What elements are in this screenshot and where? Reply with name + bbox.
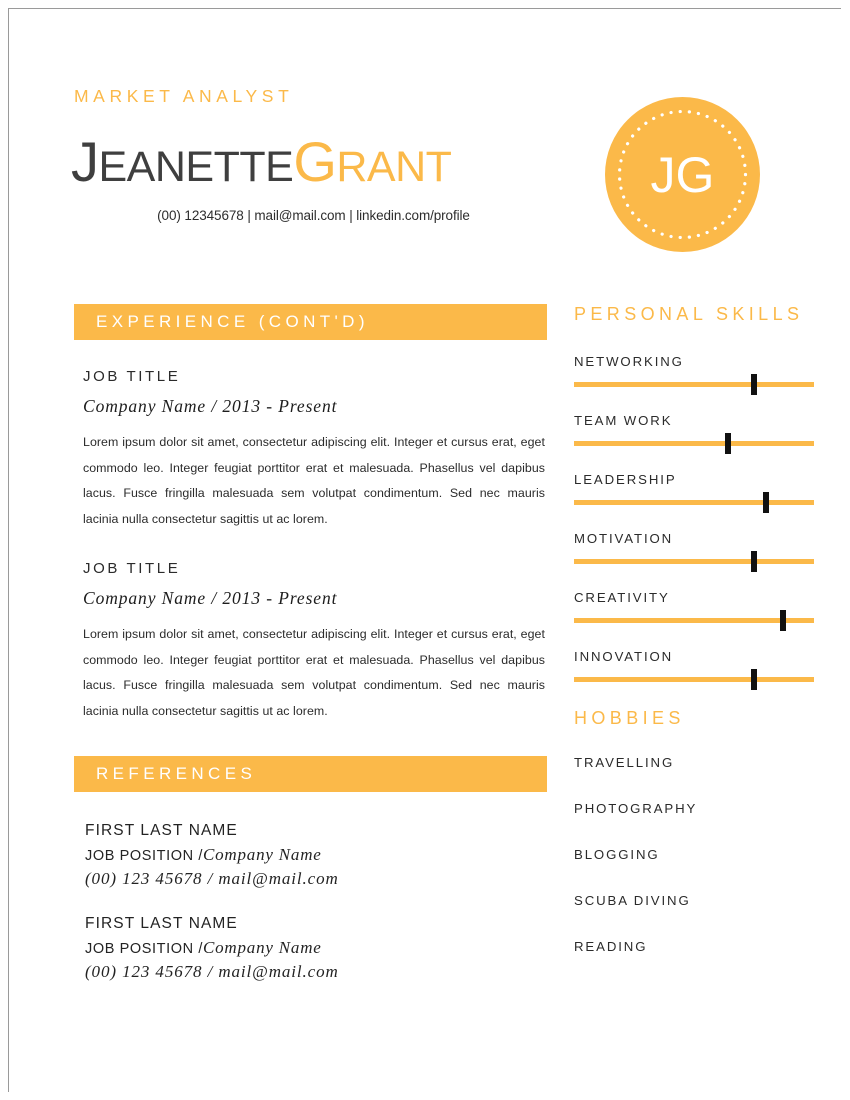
monogram-initials <box>605 97 760 252</box>
skill-level-marker <box>780 610 786 631</box>
reference-position <box>85 845 547 865</box>
reference-company: Company Name <box>202 845 322 864</box>
hobby-item: TRAVELLING <box>574 755 675 770</box>
main-column <box>74 304 547 982</box>
job-description: Lorem ipsum dolor sit amet, consectetur adipiscing elit. Integer et cursus erat, eget commodo leo. Integer feugiat porttitor erat et malesuada. Phasellus vel dapibus lacus. Fusce fringilla malesuada sem volutpat condimentum. Sed nec mauris lacinia nulla consectetur sagittis ut ac lorem. <box>83 435 545 526</box>
reference-position <box>85 938 547 958</box>
full-name <box>71 132 451 197</box>
reference-position-label: JOB POSITION / <box>85 848 203 864</box>
skill-label: MOTIVATION <box>574 531 674 546</box>
skill-item <box>574 649 816 682</box>
skill-item <box>574 413 816 446</box>
hobby-item: READING <box>574 939 648 954</box>
skill-level-marker <box>751 551 757 572</box>
reference-name: FIRST LAST NAME <box>85 822 238 839</box>
resume-page <box>8 8 841 1092</box>
hobby-item: PHOTOGRAPHY <box>574 801 698 816</box>
hobby-item: BLOGGING <box>574 847 660 862</box>
job-title: JOB TITLE <box>83 368 181 385</box>
last-name-rest: RANT <box>336 143 452 191</box>
skill-bar <box>574 677 814 682</box>
reference-name: FIRST LAST NAME <box>85 915 238 932</box>
hobby-item: SCUBA DIVING <box>574 893 691 908</box>
skill-bar <box>574 382 814 387</box>
skill-item <box>574 472 816 505</box>
reference-position-label: JOB POSITION / <box>85 941 203 957</box>
contact-line: (00) 12345678 | mail@mail.com | linkedin.com/profile <box>157 208 470 223</box>
reference-contact: (00) 123 45678 / mail@mail.com <box>85 962 339 981</box>
skill-label: TEAM WORK <box>574 413 673 428</box>
skill-bar <box>574 618 814 623</box>
first-name-initial: J <box>71 130 99 193</box>
skill-level-marker <box>725 433 731 454</box>
skill-label: LEADERSHIP <box>574 472 677 487</box>
job-description: Lorem ipsum dolor sit amet, consectetur adipiscing elit. Integer et cursus erat, eget commodo leo. Integer feugiat porttitor erat et malesuada. Phasellus vel dapibus lacus. Fusce fringilla malesuada sem volutpat condimentum. Sed nec mauris lacinia nulla consectetur sagittis ut ac lorem. <box>83 627 545 718</box>
reference-item <box>74 822 547 889</box>
skill-level-marker <box>751 374 757 395</box>
first-name-rest: EANETTE <box>98 143 294 191</box>
references-section <box>74 756 547 982</box>
experience-item <box>74 560 547 724</box>
skill-label: NETWORKING <box>574 354 684 369</box>
monogram-letter-2: G <box>675 146 715 203</box>
resume-header <box>9 9 841 274</box>
personal-skills-heading: PERSONAL SKILLS <box>574 304 804 324</box>
skill-item <box>574 354 816 387</box>
reference-company: Company Name <box>202 938 322 957</box>
skill-bar <box>574 441 814 446</box>
skill-level-marker <box>763 492 769 513</box>
skill-label: CREATIVITY <box>574 590 670 605</box>
job-title: JOB TITLE <box>83 560 181 577</box>
job-company-dates: Company Name / 2013 - Present <box>83 396 338 416</box>
experience-section-heading: EXPERIENCE (CONT'D) <box>74 304 547 340</box>
skill-item <box>574 590 816 623</box>
sidebar-column <box>574 304 816 985</box>
personal-skills-list <box>574 354 816 682</box>
monogram-badge <box>605 97 760 252</box>
experience-item <box>74 368 547 532</box>
skill-bar <box>574 500 814 505</box>
hobbies-list <box>574 755 816 954</box>
reference-item <box>74 915 547 982</box>
skill-label: INNOVATION <box>574 649 674 664</box>
references-section-heading: REFERENCES <box>74 756 547 792</box>
job-company-dates: Company Name / 2013 - Present <box>83 588 338 608</box>
skill-level-marker <box>751 669 757 690</box>
job-role-title: MARKET ANALYST <box>74 86 294 106</box>
reference-contact: (00) 123 45678 / mail@mail.com <box>85 869 339 888</box>
last-name-initial: G <box>293 130 337 193</box>
skill-item <box>574 531 816 564</box>
monogram-letter-1: J <box>650 146 676 203</box>
hobbies-heading: HOBBIES <box>574 708 685 728</box>
skill-bar <box>574 559 814 564</box>
